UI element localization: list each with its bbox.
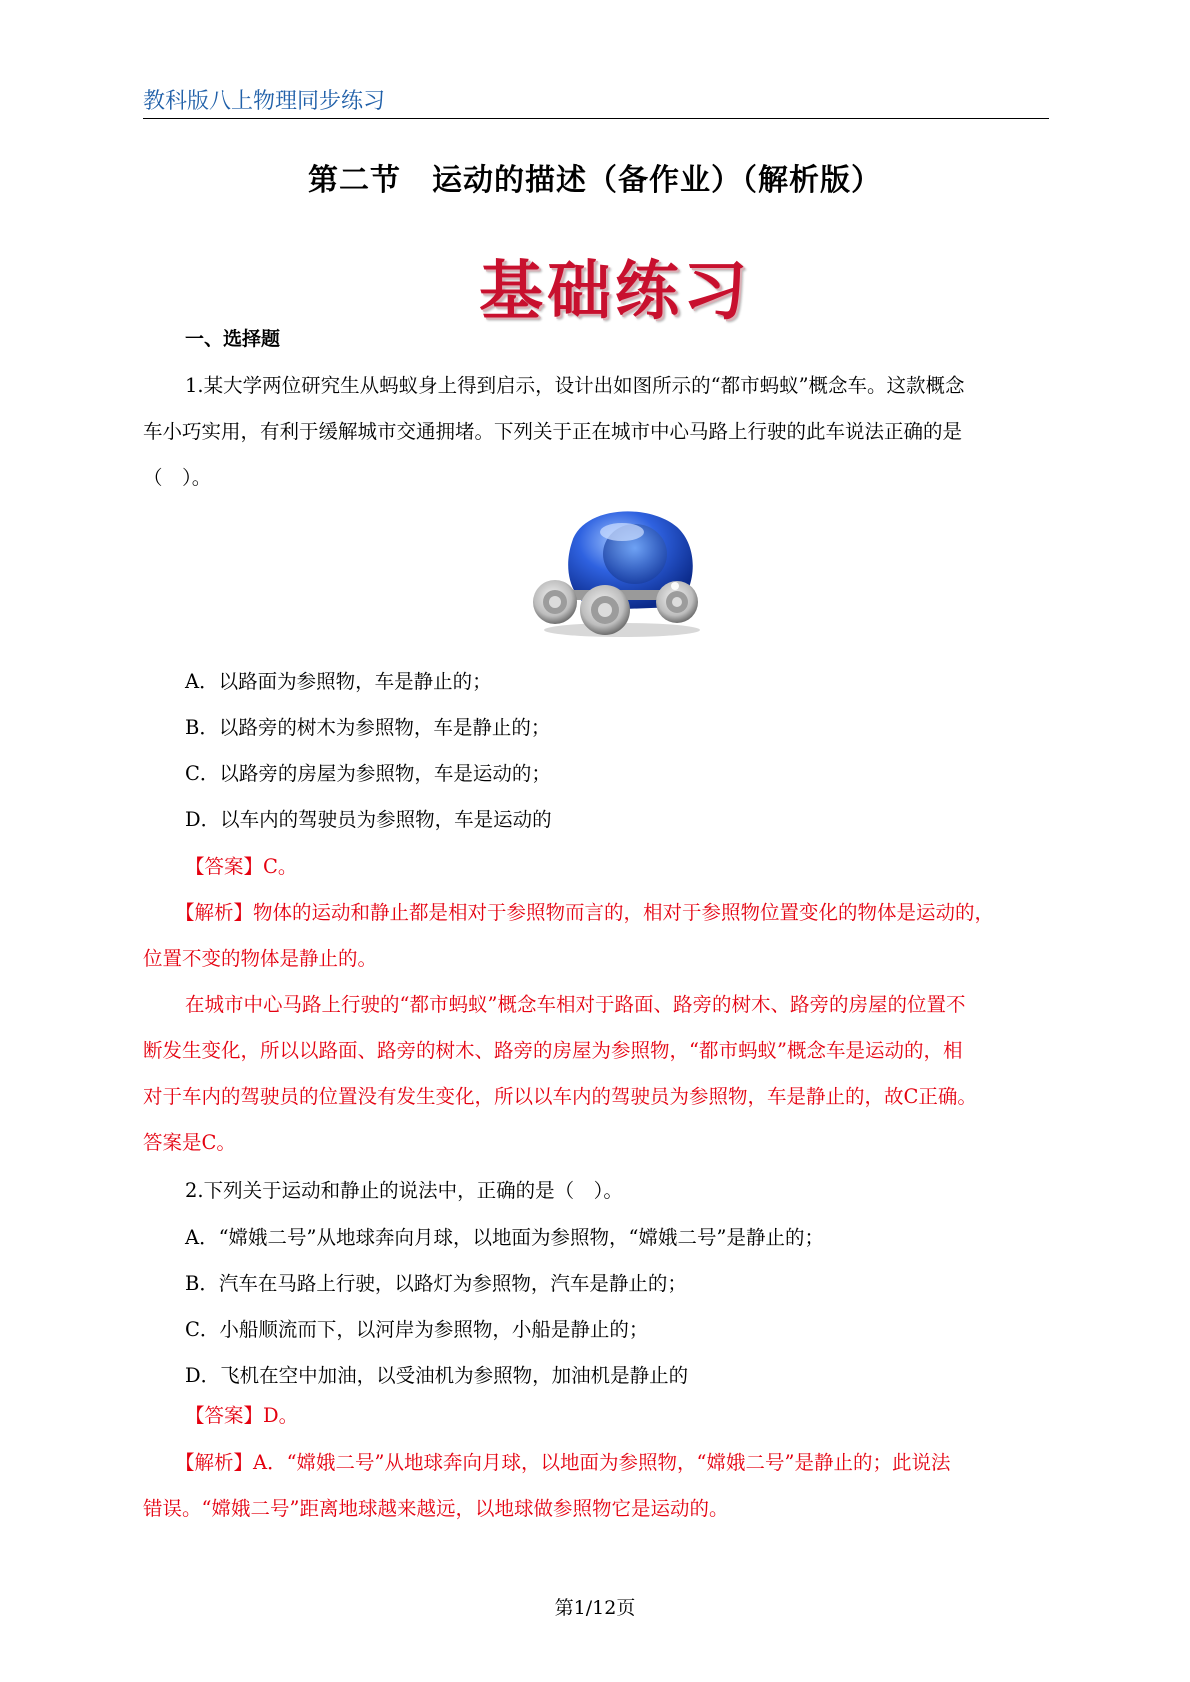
section-banner: 基础练习	[479, 254, 751, 329]
q2-analysis-line: 错误。“嫦娥二号”距离地球越来越远，以地球做参照物它是运动的。	[143, 1497, 729, 1520]
page-number: 第1/12页	[554, 1597, 636, 1619]
q2-stem: 2.下列关于运动和静止的说法中，正确的是（ ）。	[185, 1179, 623, 1202]
q1-option-a: A．以路面为参照物，车是静止的；	[185, 670, 492, 693]
q1-analysis-line: 答案是C。	[143, 1131, 236, 1154]
q1-stem-line: 1.某大学两位研究生从蚂蚁身上得到启示，设计出如图所示的“都市蚂蚁”概念车。这款概念	[185, 374, 965, 397]
car-image	[527, 502, 707, 640]
q1-answer: 【答案】C。	[185, 855, 298, 878]
page-header	[143, 82, 1049, 119]
q1-stem-line: 车小巧实用，有利于缓解城市交通拥堵。下列关于正在城市中心马路上行驶的此车说法正确的是	[143, 420, 963, 443]
q2-analysis-line: 【解析】A．“嫦娥二号”从地球奔向月球，以地面为参照物，“嫦娥二号”是静止的；此说法	[175, 1451, 951, 1474]
q1-stem-line: （ ）。	[143, 466, 212, 489]
q2-answer: 【答案】D。	[185, 1404, 299, 1427]
q1-analysis-line: 位置不变的物体是静止的。	[143, 947, 378, 970]
q1-analysis-line: 【解析】物体的运动和静止都是相对于参照物而言的，相对于参照物位置变化的物体是运动的，	[175, 901, 995, 924]
q2-option-d: D．飞机在空中加油，以受油机为参照物，加油机是静止的	[185, 1364, 689, 1387]
document-title: 第二节 运动的描述（备作业）（解析版）	[308, 163, 882, 198]
header-text: 教科版八上物理同步练习	[143, 89, 386, 114]
q2-option-a: A．“嫦娥二号”从地球奔向月球，以地面为参照物，“嫦娥二号”是静止的；	[185, 1226, 824, 1249]
q1-analysis-line: 在城市中心马路上行驶的“都市蚂蚁”概念车相对于路面、路旁的树木、路旁的房屋的位置不	[185, 993, 966, 1016]
q1-option-b: B．以路旁的树木为参照物，车是静止的；	[185, 716, 551, 739]
q1-option-d: D．以车内的驾驶员为参照物，车是运动的	[185, 808, 552, 831]
q2-option-c: C．小船顺流而下，以河岸为参照物，小船是静止的；	[185, 1318, 649, 1341]
q1-analysis-line: 对于车内的驾驶员的位置没有发生变化，所以以车内的驾驶员为参照物，车是静止的，故C正确。	[143, 1085, 977, 1108]
q1-option-c: C．以路旁的房屋为参照物，车是运动的；	[185, 762, 551, 785]
section-heading: 一、选择题	[185, 328, 281, 350]
q1-analysis-line: 断发生变化，所以以路面、路旁的树木、路旁的房屋为参照物，“都市蚂蚁”概念车是运动的，相	[143, 1039, 963, 1062]
q2-option-b: B．汽车在马路上行驶，以路灯为参照物，汽车是静止的；	[185, 1272, 687, 1295]
